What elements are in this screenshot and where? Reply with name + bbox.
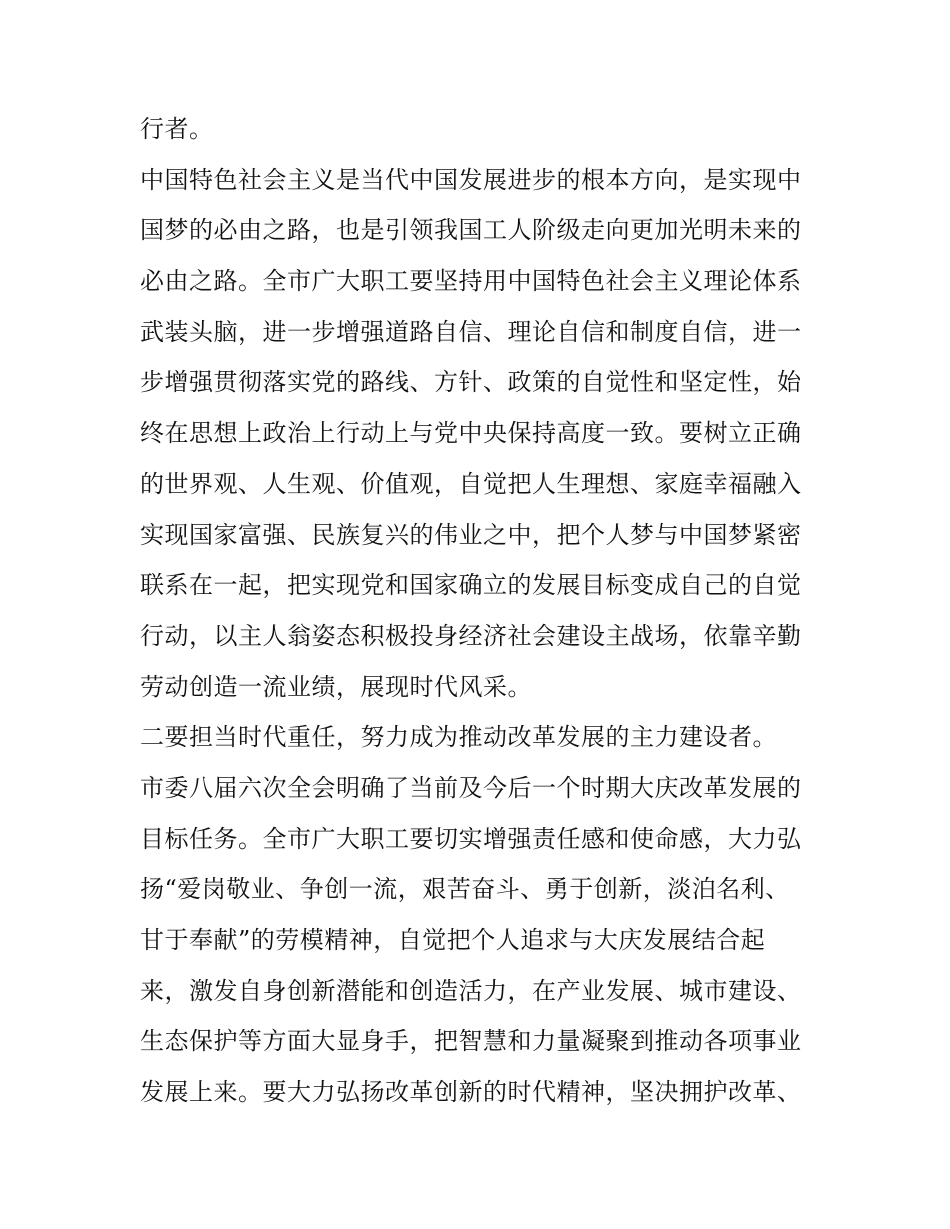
text-line-11: 行动，以主人翁姿态积极投身经济社会建设主战场，依靠辛勤 xyxy=(140,621,802,650)
text-line-18: 来，激发自身创新潜能和创造活力，在产业发展、城市建设、 xyxy=(140,976,802,1005)
text-line-15: 目标任务。全市广大职工要切实增强责任感和使命感，大力弘 xyxy=(140,824,802,853)
text-line-19: 生态保护等方面大显身手，把智慧和力量凝聚到推动各项事业 xyxy=(140,1027,802,1056)
text-line-14: 市委八届六次全会明确了当前及今后一个时期大庆改革发展的 xyxy=(140,773,802,802)
body-text xyxy=(140,104,820,1118)
text-line-17: 甘于奉献”的劳模精神，自觉把个人追求与大庆发展结合起 xyxy=(140,926,766,954)
text-line-16: 扬“爱岗敬业、争创一流，艰苦奋斗、勇于创新，淡泊名利、 xyxy=(140,875,790,904)
section-heading: 二要担当时代重任，努力成为推动改革发展的主力建设者。 xyxy=(140,723,777,752)
text-line-5: 武装头脑，进一步增强道路自信、理论自信和制度自信，进一 xyxy=(140,317,802,346)
text-line-2: 中国特色社会主义是当代中国发展进步的根本方向，是实现中 xyxy=(140,165,802,194)
text-line-12: 劳动创造一流业绩，展现时代风采。 xyxy=(140,672,532,701)
text-line-3: 国梦的必由之路，也是引领我国工人阶级走向更加光明未来的 xyxy=(140,216,802,245)
text-line-10: 联系在一起，把实现党和国家确立的发展目标变成自己的自觉 xyxy=(140,571,802,600)
text-line-4: 必由之路。全市广大职工要坚持用中国特色社会主义理论体系 xyxy=(140,267,802,296)
text-line-7: 终在思想上政治上行动上与党中央保持高度一致。要树立正确 xyxy=(140,419,802,448)
text-line-8: 的世界观、人生观、价值观，自觉把人生理想、家庭幸福融入 xyxy=(140,469,802,498)
text-line-20: 发展上来。要大力弘扬改革创新的时代精神，坚决拥护改革、 xyxy=(140,1078,802,1107)
text-line-9: 实现国家富强、民族复兴的伟业之中，把个人梦与中国梦紧密 xyxy=(140,520,802,549)
text-line-6: 步增强贯彻落实党的路线、方针、政策的自觉性和坚定性，始 xyxy=(140,368,802,397)
text-line-1: 行者。 xyxy=(140,115,214,143)
